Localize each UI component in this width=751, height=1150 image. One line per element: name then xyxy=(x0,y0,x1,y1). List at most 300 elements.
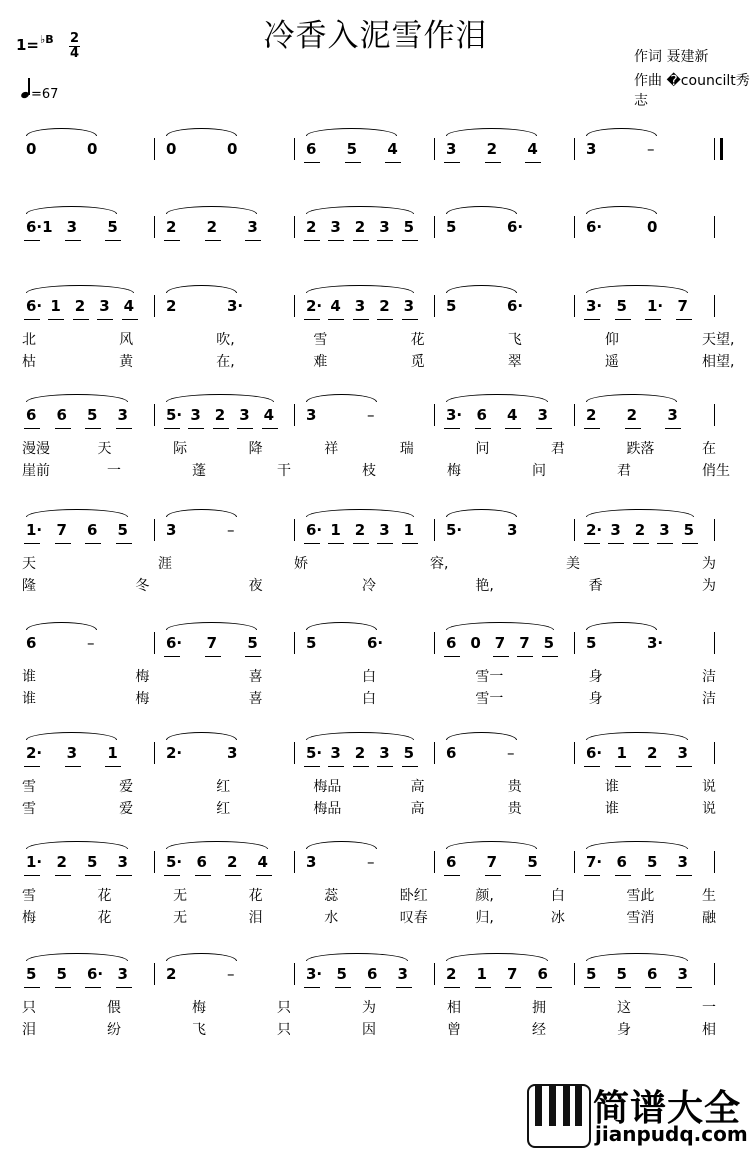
beam-line xyxy=(245,240,261,241)
note-token: 3 xyxy=(677,965,688,983)
beam-line xyxy=(517,656,533,657)
beam-line xyxy=(55,543,71,544)
note-token: 2 xyxy=(56,853,67,871)
beam-line xyxy=(633,543,649,544)
barline xyxy=(434,138,435,160)
note-token: 1 xyxy=(330,521,341,539)
beam-line xyxy=(505,987,521,988)
beam-line xyxy=(625,428,641,429)
barline xyxy=(574,138,575,160)
lyric-syllable: 冰 xyxy=(550,910,565,926)
lyricist-credit: 作词 聂建新 xyxy=(634,49,709,65)
slur-mark xyxy=(26,509,128,517)
lyric-syllable: 泪 xyxy=(22,1022,36,1038)
slur-mark xyxy=(306,953,408,961)
lyric-syllable: 拥 xyxy=(532,1000,546,1016)
barline xyxy=(154,519,155,541)
slur-mark xyxy=(446,841,537,849)
note-token: 3· xyxy=(306,965,323,983)
lyric-syllable: 梅 xyxy=(192,1000,206,1016)
beam-line xyxy=(536,987,552,988)
slur-mark xyxy=(306,206,414,214)
watermark-cn: 简谱大全 xyxy=(593,1088,742,1129)
barline xyxy=(574,963,575,985)
site-watermark xyxy=(525,1080,751,1148)
lyric-syllable: 问 xyxy=(475,441,490,457)
beam-line xyxy=(584,319,600,320)
lyric-syllable: 泪 xyxy=(248,910,263,926)
lyric-syllable: 说 xyxy=(702,779,716,795)
lyric-syllable: 身 xyxy=(588,669,603,685)
barline xyxy=(294,963,295,985)
beam-line xyxy=(122,319,138,320)
beam-line xyxy=(335,987,351,988)
note-token: 3· xyxy=(647,634,664,652)
lyric-syllable: 降 xyxy=(248,441,263,457)
note-token: 3 xyxy=(379,744,390,762)
note-token: 4 xyxy=(257,853,268,871)
lyric-syllable: 谁 xyxy=(604,801,619,817)
lyric-syllable: 无 xyxy=(173,888,188,904)
beam-line xyxy=(657,543,673,544)
note-token: 5· xyxy=(166,406,183,424)
beam-line xyxy=(608,543,624,544)
beam-line xyxy=(245,656,261,657)
lyric-syllable: 一 xyxy=(702,1000,716,1016)
barline xyxy=(574,216,575,238)
slur-mark xyxy=(586,509,694,517)
beam-line xyxy=(205,240,221,241)
note-token: 6 xyxy=(26,406,37,424)
note-token: 6 xyxy=(476,406,487,424)
lyric-syllable: 为 xyxy=(702,556,716,572)
beam-line xyxy=(584,875,600,876)
note-token: 2 xyxy=(74,297,86,315)
beam-line xyxy=(116,987,132,988)
note-token: 3 xyxy=(330,744,341,762)
note-token: 3 xyxy=(610,521,621,539)
lyric-syllable: 冬 xyxy=(135,578,150,594)
lyric-syllable: 归, xyxy=(475,910,494,926)
lyric-syllable: 谁 xyxy=(22,669,36,685)
note-token: – xyxy=(87,634,95,652)
lyric-syllable: 雪 xyxy=(313,332,328,348)
note-token: 5 xyxy=(683,521,695,539)
lyric-syllable: 谁 xyxy=(604,779,619,795)
lyric-syllable: 水 xyxy=(324,910,339,926)
note-token: 5 xyxy=(26,965,37,983)
lyric-syllable: 白 xyxy=(362,691,376,707)
slur-mark xyxy=(166,206,257,214)
barline xyxy=(714,742,715,764)
note-token: 2 xyxy=(354,218,366,236)
beam-line xyxy=(116,428,132,429)
lyric-syllable: 纷 xyxy=(107,1022,121,1038)
lyric-syllable: 君 xyxy=(617,463,631,479)
beam-line xyxy=(353,543,369,544)
note-token: 5 xyxy=(647,853,658,871)
note-token: 3 xyxy=(247,218,258,236)
lyric-syllable: 这 xyxy=(617,1000,631,1016)
note-token: 5 xyxy=(543,634,555,652)
slur-mark xyxy=(446,953,548,961)
beam-line xyxy=(345,162,361,163)
note-token: 6 xyxy=(537,965,548,983)
note-token: 2 xyxy=(586,406,597,424)
note-token: 3 xyxy=(66,218,78,236)
beam-line xyxy=(164,656,180,657)
note-token: 2 xyxy=(306,218,317,236)
beam-line xyxy=(676,766,692,767)
tempo-marking: =67 xyxy=(21,78,58,102)
lyric-syllable: 君 xyxy=(550,441,565,457)
beam-line xyxy=(444,875,460,876)
note-token: 5 xyxy=(306,634,317,652)
beam-line xyxy=(116,543,132,544)
barline xyxy=(154,138,155,160)
note-token: 6· xyxy=(306,521,323,539)
quarter-note-icon xyxy=(21,78,31,98)
lyric-syllable: 枝 xyxy=(362,463,376,479)
barline xyxy=(294,138,295,160)
note-token: 3 xyxy=(354,297,366,315)
note-token: 2· xyxy=(26,744,43,762)
beam-line xyxy=(377,319,393,320)
lyric-syllable: 翠 xyxy=(507,354,522,370)
lyric-syllable: 俏生 xyxy=(702,463,730,479)
lyric-syllable: 难 xyxy=(313,354,328,370)
beam-line xyxy=(615,766,631,767)
lyric-syllable: 曾 xyxy=(447,1022,461,1038)
beam-line xyxy=(304,240,320,241)
note-token: 5 xyxy=(586,965,597,983)
slur-mark xyxy=(306,128,397,136)
lyric-syllable: 因 xyxy=(362,1022,376,1038)
barline xyxy=(294,216,295,238)
beam-line xyxy=(402,240,418,241)
note-token: 1· xyxy=(647,297,664,315)
lyric-syllable: 跌落 xyxy=(626,441,655,457)
beam-line xyxy=(328,766,344,767)
lyric-syllable: 白 xyxy=(362,669,376,685)
lyric-syllable: 际 xyxy=(173,441,188,457)
beam-line xyxy=(85,875,101,876)
note-token: 7 xyxy=(507,965,518,983)
lyric-syllable: 容, xyxy=(430,556,449,572)
slur-mark xyxy=(166,732,237,740)
lyric-syllable: 吹, xyxy=(216,332,235,348)
repeat-barline xyxy=(714,138,723,160)
note-token: 2 xyxy=(227,853,238,871)
page-title: 冷香入泥雪作泪 xyxy=(263,18,488,54)
lyric-syllable: 天望, xyxy=(702,332,735,348)
lyric-syllable: 喜 xyxy=(248,691,263,707)
note-token: 0 xyxy=(26,140,37,158)
slur-mark xyxy=(586,953,688,961)
beam-line xyxy=(402,543,418,544)
note-token: 5 xyxy=(527,853,538,871)
beam-line xyxy=(85,543,101,544)
note-token: 4 xyxy=(387,140,398,158)
lyric-syllable: 蓬 xyxy=(192,463,206,479)
note-token: 2 xyxy=(206,218,218,236)
note-token: 6 xyxy=(87,521,98,539)
note-token: 7 xyxy=(206,634,218,652)
beam-line xyxy=(105,766,121,767)
note-token: 3 xyxy=(446,140,457,158)
note-token: 6 xyxy=(647,965,658,983)
note-token: 3 xyxy=(166,521,177,539)
lyric-syllable: 蕊 xyxy=(324,888,339,904)
lyric-syllable: 花 xyxy=(97,910,112,926)
note-token: 5 xyxy=(107,218,118,236)
barline xyxy=(714,519,715,541)
lyric-syllable: 艳, xyxy=(475,578,494,594)
note-token: 3 xyxy=(403,297,415,315)
beam-line xyxy=(542,656,558,657)
note-token: 2 xyxy=(166,965,177,983)
beam-line xyxy=(24,766,40,767)
note-token: 5 xyxy=(446,218,457,236)
lyric-syllable: 雪 xyxy=(22,888,36,904)
beam-line xyxy=(304,162,320,163)
beam-line xyxy=(665,428,681,429)
note-token: 4 xyxy=(527,140,538,158)
note-token: 6 xyxy=(446,744,457,762)
note-token: 2 xyxy=(486,140,498,158)
beam-line xyxy=(237,428,253,429)
beam-line xyxy=(97,319,113,320)
lyric-syllable: 雪一 xyxy=(475,669,504,685)
note-token: 6 xyxy=(196,853,207,871)
lyric-syllable: 爱 xyxy=(119,779,134,795)
lyric-syllable: 叹春 xyxy=(399,910,428,926)
lyric-syllable: 偎 xyxy=(107,1000,121,1016)
beam-line xyxy=(85,987,101,988)
lyric-syllable: 雪 xyxy=(22,801,36,817)
slur-mark xyxy=(586,622,657,630)
barline xyxy=(154,295,155,317)
note-token: 3 xyxy=(306,406,317,424)
lyric-syllable: 为 xyxy=(362,1000,376,1016)
barline xyxy=(294,742,295,764)
beam-line xyxy=(262,428,278,429)
note-token: – xyxy=(507,744,515,762)
lyric-syllable: 梅 xyxy=(447,463,461,479)
beam-line xyxy=(377,766,393,767)
beam-line xyxy=(584,766,600,767)
note-token: 3 xyxy=(227,744,238,762)
note-token: 2 xyxy=(446,965,457,983)
note-token: 5· xyxy=(446,521,463,539)
barline xyxy=(434,295,435,317)
beam-line xyxy=(105,240,121,241)
note-token: 6· xyxy=(507,297,524,315)
lyric-syllable: 相 xyxy=(702,1022,716,1038)
note-token: 3 xyxy=(117,965,128,983)
note-token: 3 xyxy=(507,521,518,539)
note-token: 5 xyxy=(247,634,258,652)
lyric-syllable: 天 xyxy=(22,556,36,572)
note-token: 2 xyxy=(166,297,177,315)
barline xyxy=(714,851,715,873)
lyric-syllable: 相望, xyxy=(702,354,735,370)
lyric-syllable: 红 xyxy=(216,779,231,795)
beam-line xyxy=(584,543,600,544)
slur-mark xyxy=(446,732,517,740)
lyric-syllable: 梅 xyxy=(135,691,150,707)
note-token: 6· xyxy=(87,965,104,983)
beam-line xyxy=(304,543,320,544)
note-token: 6·1 xyxy=(26,218,53,236)
lyric-syllable: 隆 xyxy=(22,578,36,594)
beam-line xyxy=(48,319,64,320)
note-token: 6 xyxy=(26,634,37,652)
barline xyxy=(434,632,435,654)
lyric-syllable: 梅 xyxy=(22,910,36,926)
slur-mark xyxy=(306,841,377,849)
note-token: 5 xyxy=(446,297,457,315)
beam-line xyxy=(493,656,509,657)
note-token: 5 xyxy=(56,965,67,983)
note-token: 7 xyxy=(486,853,498,871)
note-token: 3 xyxy=(537,406,548,424)
lyric-syllable: 娇 xyxy=(294,556,308,572)
slur-mark xyxy=(306,285,414,293)
note-token: 3 xyxy=(239,406,250,424)
note-token: 2 xyxy=(354,521,366,539)
lyric-syllable: 卧红 xyxy=(399,888,428,904)
beam-line xyxy=(164,875,180,876)
beam-line xyxy=(536,428,552,429)
note-token: 3 xyxy=(667,406,678,424)
slur-mark xyxy=(26,953,128,961)
lyric-syllable: 觅 xyxy=(410,354,425,370)
beam-line xyxy=(475,987,491,988)
note-token: 3 xyxy=(659,521,670,539)
beam-line xyxy=(645,875,661,876)
beam-line xyxy=(485,162,501,163)
barline xyxy=(574,404,575,426)
lyric-syllable: 洁 xyxy=(702,669,716,685)
beam-line xyxy=(304,987,320,988)
beam-line xyxy=(615,875,631,876)
lyric-syllable: 北 xyxy=(22,332,36,348)
slur-mark xyxy=(166,622,257,630)
slur-mark xyxy=(26,128,97,136)
beam-line xyxy=(353,240,369,241)
barline xyxy=(714,963,715,985)
lyric-syllable: 一 xyxy=(107,463,121,479)
beam-line xyxy=(205,656,221,657)
watermark-url: jianpudq.com xyxy=(595,1122,748,1146)
lyric-syllable: 贵 xyxy=(507,779,522,795)
note-token: 1· xyxy=(26,853,43,871)
lyric-syllable: 问 xyxy=(532,463,546,479)
slur-mark xyxy=(586,285,688,293)
slur-mark xyxy=(306,509,414,517)
beam-line xyxy=(402,766,418,767)
beam-line xyxy=(676,875,692,876)
beam-line xyxy=(164,240,180,241)
beam-line xyxy=(444,656,460,657)
lyric-syllable: 花 xyxy=(97,888,112,904)
beam-line xyxy=(24,240,40,241)
note-token: 3 xyxy=(117,406,128,424)
note-token: – xyxy=(227,965,235,983)
barline xyxy=(714,404,715,426)
beam-line xyxy=(505,428,521,429)
barline xyxy=(574,851,575,873)
slur-mark xyxy=(446,285,517,293)
lyric-syllable: 枯 xyxy=(22,354,36,370)
note-token: – xyxy=(367,406,375,424)
slur-mark xyxy=(446,206,517,214)
note-token: 7 xyxy=(56,521,67,539)
note-token: 6 xyxy=(616,853,627,871)
beam-line xyxy=(444,987,460,988)
barline xyxy=(154,404,155,426)
lyric-syllable: 涯 xyxy=(158,556,172,572)
beam-line xyxy=(304,319,320,320)
barline xyxy=(574,519,575,541)
beam-line xyxy=(385,162,401,163)
lyric-syllable: 雪消 xyxy=(626,910,655,926)
beam-line xyxy=(328,240,344,241)
slur-mark xyxy=(446,394,548,402)
beam-line xyxy=(353,319,369,320)
beam-line xyxy=(444,428,460,429)
lyric-syllable: 喜 xyxy=(248,669,263,685)
beam-line xyxy=(365,987,381,988)
barline xyxy=(714,216,715,238)
lyric-syllable: 梅 xyxy=(135,669,150,685)
beam-line xyxy=(584,987,600,988)
lyric-syllable: 遥 xyxy=(604,354,619,370)
note-token: 6· xyxy=(586,218,603,236)
beam-line xyxy=(444,162,460,163)
lyric-syllable: 美 xyxy=(566,556,580,572)
lyric-syllable: 在 xyxy=(702,441,716,457)
beam-line xyxy=(195,875,211,876)
note-token: 0 xyxy=(227,140,238,158)
barline xyxy=(154,216,155,238)
lyric-syllable: 干 xyxy=(277,463,291,479)
lyric-syllable: 梅品 xyxy=(313,779,342,795)
note-token: 5 xyxy=(616,965,627,983)
lyric-syllable: 只 xyxy=(22,1000,36,1016)
barline xyxy=(574,742,575,764)
note-token: 2· xyxy=(166,744,183,762)
barline xyxy=(154,632,155,654)
lyric-syllable: 只 xyxy=(277,1022,291,1038)
note-token: 7 xyxy=(494,634,506,652)
note-token: 2 xyxy=(634,521,646,539)
slur-mark xyxy=(166,285,237,293)
note-token: 7 xyxy=(519,634,530,652)
beam-line xyxy=(475,428,491,429)
slur-mark xyxy=(586,841,688,849)
note-token: 6· xyxy=(507,218,524,236)
beam-line xyxy=(525,875,541,876)
beam-line xyxy=(485,875,501,876)
note-token: 7· xyxy=(586,853,603,871)
slur-mark xyxy=(306,622,377,630)
beam-line xyxy=(328,543,344,544)
note-token: 4 xyxy=(263,406,275,424)
lyric-syllable: 仰 xyxy=(604,332,619,348)
beam-line xyxy=(328,319,344,320)
